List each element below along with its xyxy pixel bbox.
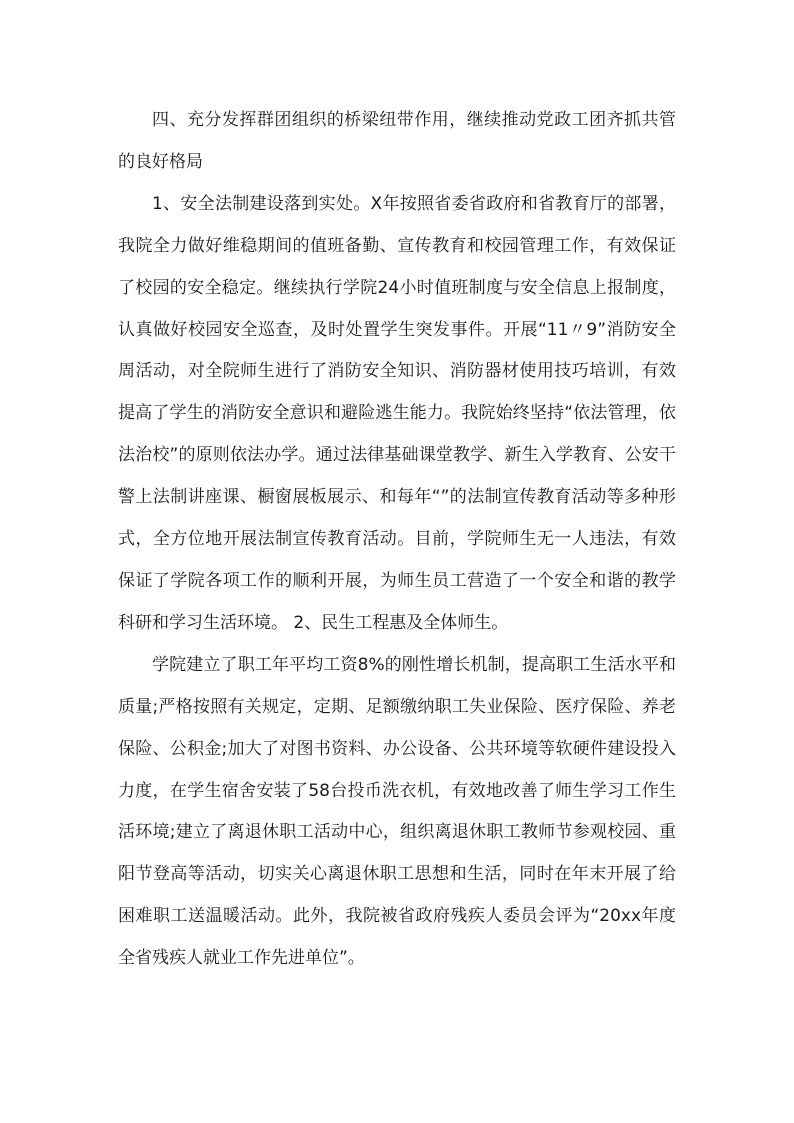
paragraph-safety-and-livelihood: 1、安全法制建设落到实处。X年按照省委省政府和省教育厅的部署，我院全力做好维稳期间的值班备勤、宣传教育和校园管理工作，有效保证了校园的安全稳定。继续执行学院24小时值班制度与安全信息上报制度，认真做好校园安全巡查，及时处置学生突发事件。开展“11〃9”消防安全周活动，对全院师生进行了消防安全知识、消防器材使用技巧培训，有效提高了学生的消防安全意识和避险逃生能力。我院始终坚持“依法管理，依法治校”的原则依法办学。通过法律基础课堂教学、新生入学教育、公安干警上法制讲座课、橱窗展板展示、和每年“”的法制宣传教育活动等多种形式，全方位地开展法制宣传教育活动。目前，学院师生无一人违法，有效保证了学院各项工作的顺利开展，为师生员工营造了一个安全和谐的教学科研和学习生活环境。 2、民生工程惠及全体师生。 xyxy=(118,193,676,633)
paragraph-staff-welfare: 学院建立了职工年平均工资8%的刚性增长机制，提高职工生活水平和质量;严格按照有关规定，定期、足额缴纳职工失业保险、医疗保险、养老保险、公积金;加大了对图书资料、办公设备、公共环境等软硬件建设投入力度，在学生宿舍安装了58台投币洗衣机，有效地改善了师生学习工作生活环境;建立了离退休职工活动中心，组织离退休职工教师节参观校园、重阳节登高等活动，切实关心离退休职工思想和生活，同时在年末开展了给困难职工送温暖活动。此外，我院被省政府残疾人委员会评为“20xx年度全省残疾人就业工作先进单位”。 xyxy=(118,654,676,969)
section-heading: 四、充分发挥群团组织的桥梁纽带作用，继续推动党政工团齐抓共管的良好格局 xyxy=(118,110,676,172)
document-body xyxy=(118,100,676,980)
